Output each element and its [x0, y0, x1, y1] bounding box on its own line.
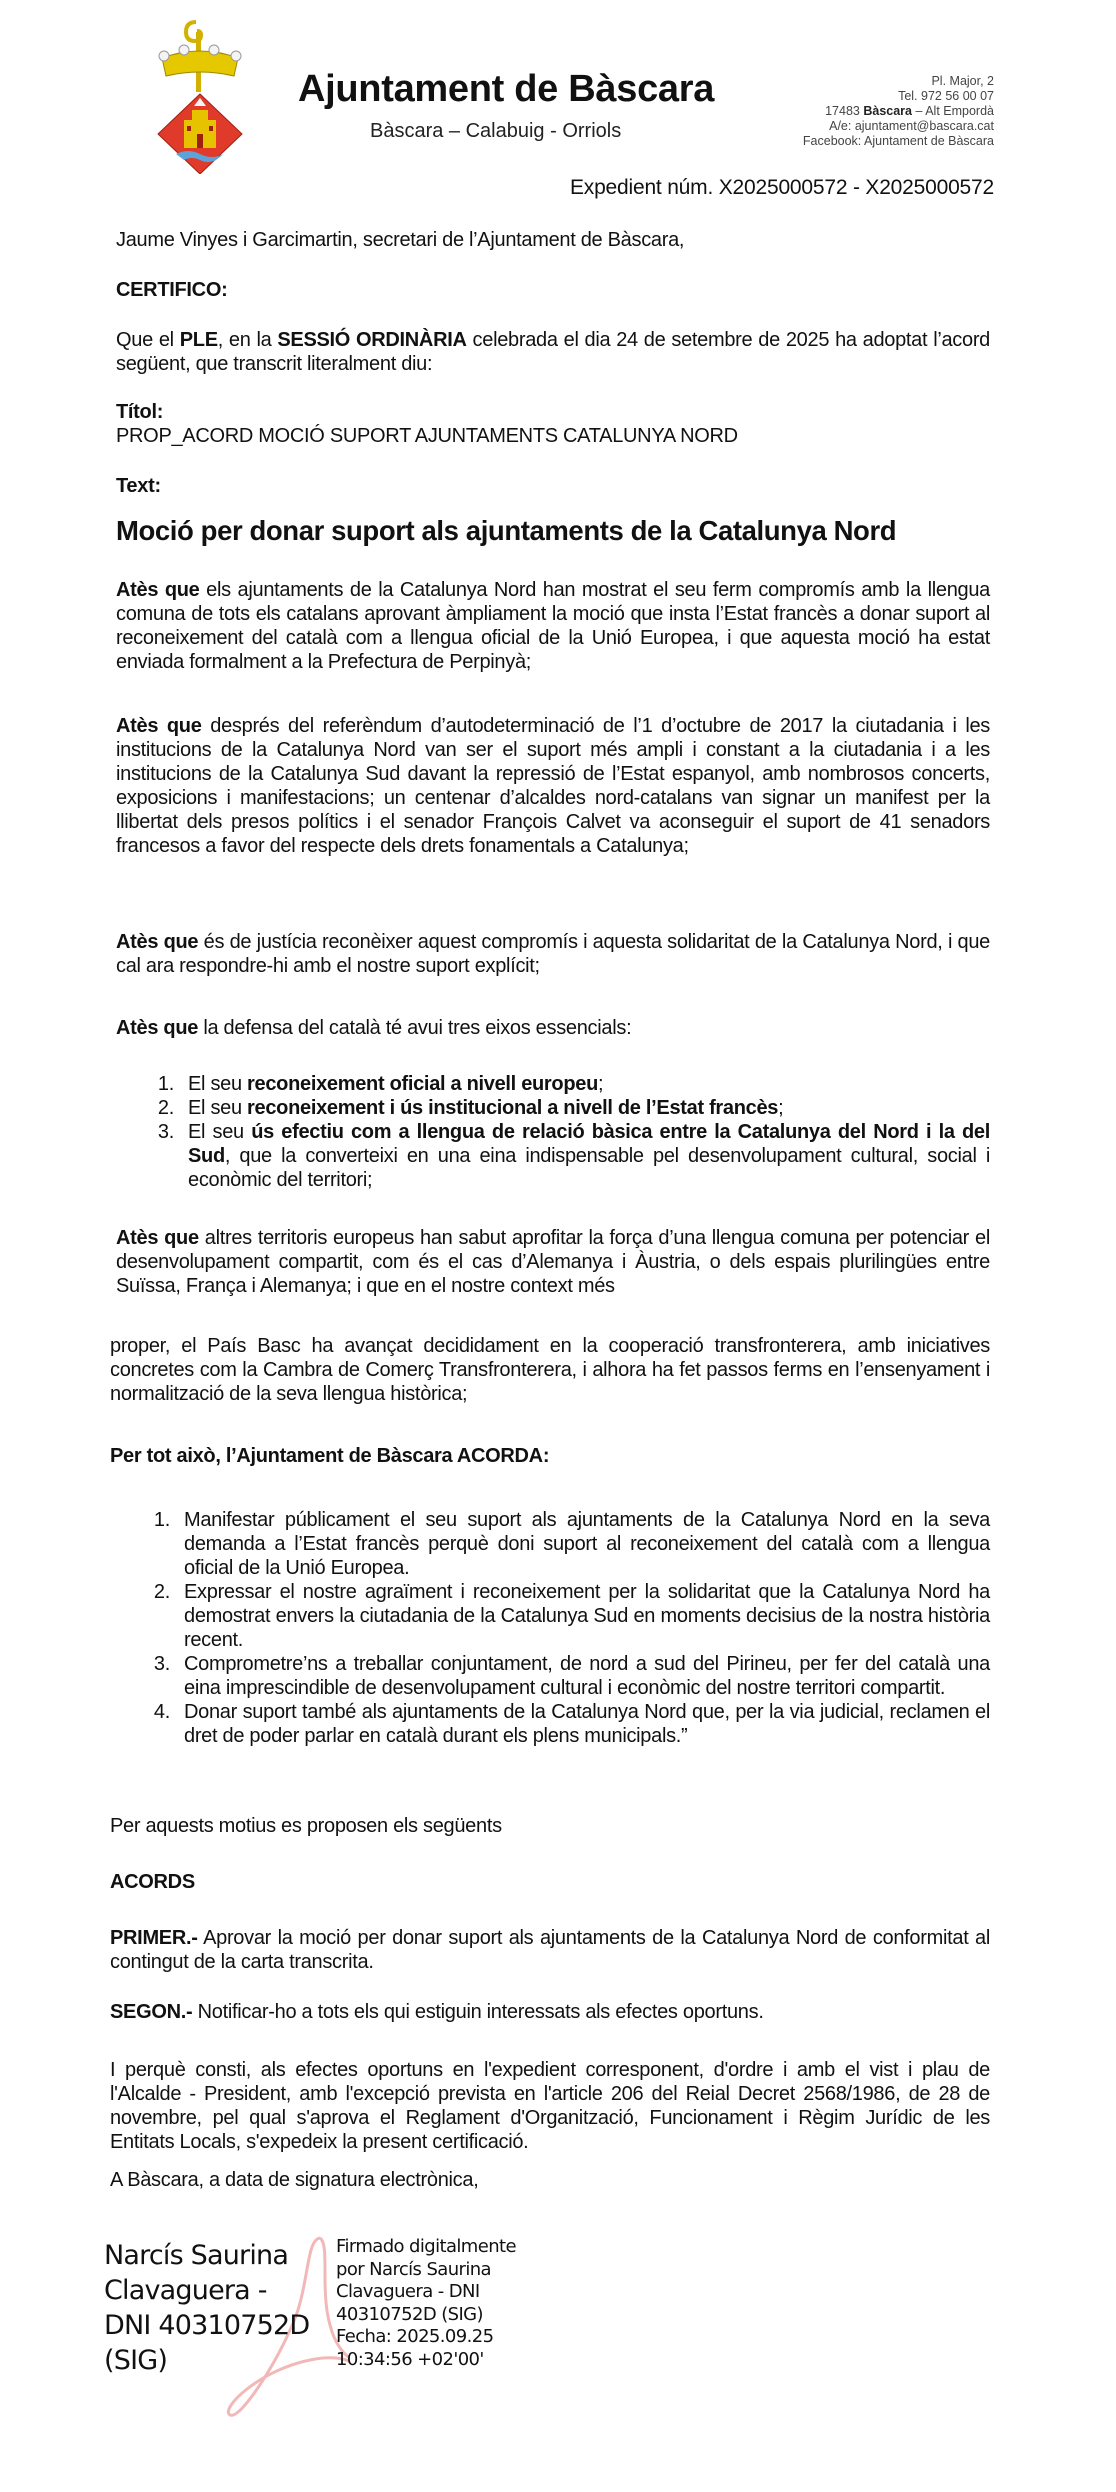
- postal-code: 17483: [825, 104, 860, 118]
- ates-que-label: Atès que: [116, 579, 200, 601]
- signature-detail-line: por Narcís Saurina: [336, 2258, 491, 2280]
- paragraph-text: Notificar-ho a tots els qui estiguin interessats als efectes oportuns.: [192, 2001, 764, 2023]
- signature-detail-line: 40310752D (SIG): [336, 2303, 483, 2325]
- signer-name-line: (SIG): [104, 2345, 168, 2376]
- list-item: [140, 1508, 990, 1580]
- paragraph-text: Aprovar la moció per donar suport als ajuntaments de la Catalunya Nord de conformitat al contingut de la carta transcrita.: [110, 1927, 990, 1973]
- coat-of-arms-icon: [150, 14, 250, 174]
- item-number: 1.: [157, 1073, 174, 1095]
- motius-paragraph: Per aquests motius es proposen els següents: [110, 1815, 502, 1837]
- whereas-paragraph-5-continued: proper, el País Basc ha avançat decididament en la cooperació transfronterera, amb iniciatives concretes com la Cambra de Comerç Transfronterera, i alhora ha fet passos ferms en l’ensenyament i normalització de la seva llengua històrica;: [110, 1335, 990, 1405]
- session-paragraph: [116, 328, 990, 376]
- text-run-bold: reconeixement i ús institucional a nivell de l’Estat francès: [247, 1097, 779, 1119]
- whereas-paragraph-3: [116, 930, 990, 978]
- item-number: 4.: [153, 1701, 170, 1723]
- item-number: 2.: [153, 1581, 170, 1603]
- contact-address: Pl. Major, 2: [931, 74, 994, 88]
- acords-heading: ACORDS: [110, 1871, 195, 1893]
- place-date: A Bàscara, a data de signatura electrònica,: [110, 2169, 479, 2191]
- list-item: [144, 1096, 990, 1120]
- item-text: Donar suport també als ajuntaments de la Catalunya Nord que, per la via judicial, reclamen el dret de poder parlar en català durant els plens municipals.”: [184, 1701, 990, 1747]
- text-run: El seu: [188, 1121, 252, 1143]
- signature-date: Fecha: 2025.09.25: [336, 2326, 494, 2347]
- signature-detail-line: Firmado digitalmente: [336, 2236, 516, 2257]
- whereas-paragraph-4: [116, 1016, 990, 1040]
- text-run: El seu: [188, 1073, 248, 1095]
- item-number: 3.: [153, 1653, 170, 1675]
- text-run-bold: ús efectiu com a llengua de relació bàsica entre la Catalunya del Nord i la del Sud: [188, 1121, 990, 1167]
- list-item: [144, 1072, 990, 1096]
- contact-phone: Tel. 972 56 00 07: [898, 89, 994, 103]
- ates-que-label: Atès que: [116, 1227, 199, 1249]
- text-run: ;: [598, 1073, 604, 1095]
- signature-detail-line: Clavaguera - DNI: [336, 2281, 480, 2302]
- list-item: [140, 1652, 990, 1700]
- list-item: [144, 1120, 990, 1192]
- contact-block: [803, 74, 994, 149]
- session-type: SESSIÓ ORDINÀRIA: [277, 329, 467, 351]
- organization-title: Ajuntament de Bàscara: [298, 68, 715, 110]
- acorda-heading: Per tot això, l’Ajuntament de Bàscara ACORDA:: [110, 1445, 550, 1467]
- signer-name-line: Narcís Saurina: [104, 2240, 289, 2271]
- list-item: [140, 1580, 990, 1652]
- certifico-heading: CERTIFICO:: [116, 279, 228, 301]
- town-name: Bàscara: [863, 104, 912, 118]
- item-text: Manifestar públicament el seu suport als ajuntaments de la Catalunya Nord en la seva demanda a l’Estat francès perquè doni suport al reconeixement del català com a llengua oficial de la Unió Europea.: [184, 1509, 990, 1579]
- text-run: celebrada el dia 24 de setembre de 2025 ha adoptat l’acord següent, que transcrit literalment diu:: [116, 329, 991, 375]
- whereas-paragraph-1: [116, 578, 990, 674]
- segon-label: SEGON.-: [110, 2001, 193, 2023]
- item-text: Expressar el nostre agraïment i reconeixement per la solidaritat que la Catalunya Nord ha demostrat envers la ciutadania de la Catalunya Sud en moments decisius de la nostra història recent.: [184, 1581, 990, 1651]
- paragraph-text: és de justícia reconèixer aquest compromís i aquesta solidaritat de la Catalunya Nord, i que cal ara respondre-hi amb el nostre suport explícit;: [116, 931, 990, 977]
- text-run: , que la converteixi en una eina indispensable pel desenvolupament cultural, social i econòmic del territori;: [188, 1145, 990, 1191]
- agreements-list: [140, 1508, 990, 1748]
- titol-label: Títol:: [116, 401, 164, 423]
- item-number: 2.: [157, 1097, 174, 1119]
- signature-time: 10:34:56 +02'00': [336, 2348, 484, 2370]
- signature-details: [336, 2236, 516, 2371]
- signer-name-block: [104, 2238, 309, 2378]
- text-run: Que el: [116, 329, 180, 351]
- text-run: , en la: [217, 329, 278, 351]
- essential-axes-list: [144, 1072, 990, 1192]
- motion-title: Moció per donar suport als ajuntaments de la Catalunya Nord: [116, 515, 897, 546]
- item-text: Comprometre’ns a treballar conjuntament, de nord a sud del Pirineu, per fer del català una eina imprescindible de desenvolupament cultural i econòmic del nostre territori compartit.: [184, 1653, 990, 1699]
- contact-town: [803, 104, 994, 119]
- primer-paragraph: [110, 1926, 990, 1974]
- contact-facebook[interactable]: Facebook: Ajuntament de Bàscara: [802, 134, 994, 148]
- intro-paragraph: Jaume Vinyes i Garcimartin, secretari de l’Ajuntament de Bàscara,: [116, 229, 685, 251]
- ple-label: PLE: [179, 329, 218, 351]
- contact-email[interactable]: A/e: ajuntament@bascara.cat: [829, 119, 994, 133]
- organization-subtitle: Bàscara – Calabuig - Orriols: [370, 120, 622, 142]
- text-run: El seu: [188, 1097, 248, 1119]
- paragraph-text: altres territoris europeus han sabut aprofitar la força d’una llengua comuna per potenciar el desenvolupament compartit, com és el cas d’Alemanya i Àustria, o dels espais plurilingües entre Suïssa, França i Alemanya; i que en el nostre context més: [116, 1227, 990, 1297]
- closing-paragraph: I perquè consti, als efectes oportuns en l'expedient corresponent, d'ordre i amb el vist i plau de l'Alcalde - President, amb l'excepció prevista en l'article 206 del Reial Decret 2568/1986, de 28 de novembre, pel qual s'aprova el Reglament d'Organització, Funcionament i Règim Jurídic de les Entitats Locals, s'expedeix la present certificació.: [110, 2059, 990, 2153]
- whereas-paragraph-5: [116, 1226, 990, 1298]
- primer-label: PRIMER.-: [110, 1927, 198, 1949]
- ates-que-label: Atès que: [116, 715, 202, 737]
- segon-paragraph: [110, 2000, 990, 2024]
- ates-que-label: Atès que: [116, 1017, 199, 1039]
- text-label: Text:: [116, 475, 161, 497]
- signer-name-line: Clavaguera -: [104, 2275, 267, 2306]
- region-name: – Alt Empordà: [915, 104, 994, 118]
- text-run-bold: reconeixement oficial a nivell europeu: [247, 1073, 598, 1095]
- list-item: [140, 1700, 990, 1748]
- item-number: 1.: [153, 1509, 170, 1531]
- whereas-paragraph-2: [116, 714, 990, 858]
- titol-value: PROP_ACORD MOCIÓ SUPORT AJUNTAMENTS CATALUNYA NORD: [116, 425, 738, 447]
- ates-que-label: Atès que: [116, 931, 199, 953]
- expedient-number: Expedient núm. X2025000572 - X2025000572: [569, 176, 994, 199]
- paragraph-text: després del referèndum d’autodeterminació de l’1 d’octubre de 2017 la ciutadania i les institucions de la Catalunya Nord van ser el suport més ampli i constant a la ciutadania i a les institucions de la Catalunya Sud davant la repressió de l’Estat espanyol, amb nombrosos concerts, exposicions i manifestacions; un centenar d’alcaldes nord-catalans van signar un manifest per la llibertat dels presos polítics i el senador François Calvet va aconseguir el suport de 41 senadors francesos a favor del respecte dels drets fonamentals a Catalunya;: [116, 715, 990, 857]
- signer-name-line: DNI 40310752D: [104, 2310, 310, 2341]
- text-run: ;: [778, 1097, 784, 1119]
- paragraph-text: els ajuntaments de la Catalunya Nord han mostrat el seu ferm compromís amb la llengua comuna de tots els catalans aprovant àmpliament la moció que insta l’Estat francès a donar suport al reconeixement del català com a llengua oficial de la Unió Europea, i que aquesta moció ha estat enviada formalment a la Prefectura de Perpinyà;: [116, 579, 990, 673]
- paragraph-text: la defensa del català té avui tres eixos essencials:: [198, 1017, 632, 1039]
- item-number: 3.: [157, 1121, 174, 1143]
